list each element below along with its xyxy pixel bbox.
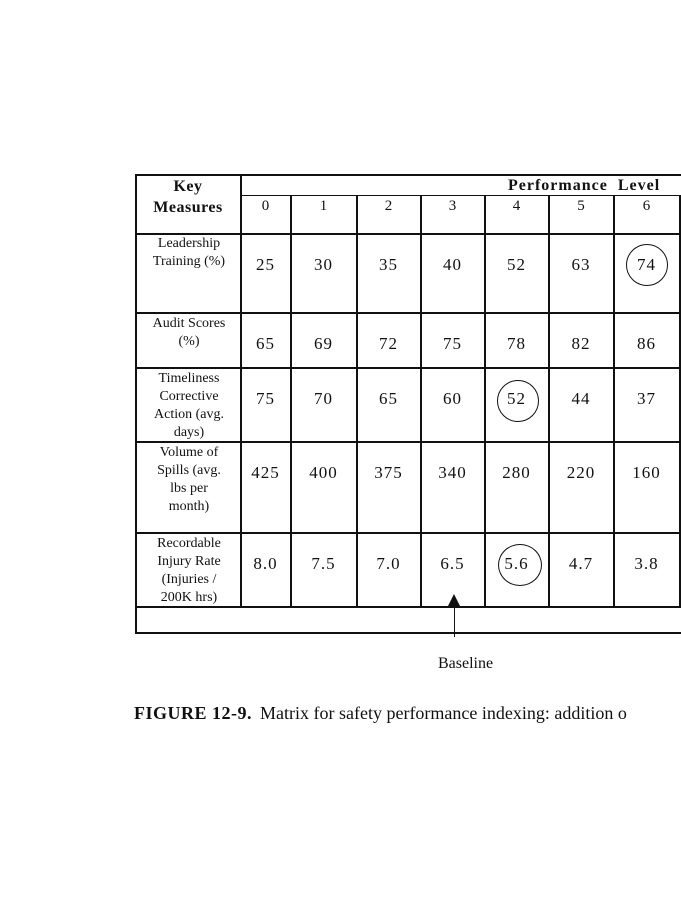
matrix-value: 8.0 (253, 554, 278, 573)
matrix-value: 7.0 (376, 554, 401, 573)
baseline-label: Baseline (438, 655, 494, 672)
matrix-value: 60 (443, 389, 462, 408)
row-label-recordable-injury-rate (137, 535, 241, 607)
row-label-line: lbs per (170, 481, 208, 496)
row-label-line: Recordable (157, 536, 221, 551)
matrix-value: 4.7 (568, 554, 594, 573)
level-number: 4 (512, 198, 521, 214)
level-number: 1 (319, 198, 328, 214)
matrix-value: 25 (256, 255, 275, 274)
matrix-value: 65 (256, 334, 275, 353)
matrix-value: 74 (637, 255, 656, 274)
row-label-line: 200K hrs) (160, 590, 218, 605)
current-level-circle (626, 244, 668, 286)
row-label-line: Spills (avg. (157, 463, 221, 478)
matrix-value: 40 (443, 255, 462, 274)
matrix-value: 425 (251, 463, 280, 482)
performance-level-header: Performance Level (508, 177, 661, 194)
matrix-value: 6.5 (440, 554, 465, 573)
matrix-value: 75 (443, 334, 462, 353)
figure-caption (134, 703, 627, 724)
current-level-circle (498, 544, 542, 586)
row-label-line: (%) (178, 334, 200, 349)
row-label-line: Injury Rate (157, 554, 221, 569)
matrix-value: 52 (507, 389, 526, 408)
row-label-line: Audit Scores (152, 316, 226, 331)
figure-caption-text: Matrix for safety performance indexing: addition o (260, 703, 627, 723)
row-label-line: (Injuries / (161, 572, 217, 587)
matrix-bottom-border (135, 632, 681, 634)
matrix-value: 44 (571, 389, 591, 408)
level-number: 0 (261, 198, 270, 214)
matrix-value: 3.8 (634, 554, 659, 573)
matrix-value: 78 (507, 334, 526, 353)
key-measures-header-line2: Measures (153, 199, 223, 216)
perf-header-divider (241, 195, 681, 196)
current-level-circle (497, 380, 539, 422)
row-label-volume-of-spills (137, 444, 241, 516)
matrix-value: 82 (571, 334, 591, 353)
safety-performance-matrix (135, 174, 681, 634)
level-number: 5 (577, 198, 585, 214)
matrix-value: 70 (314, 389, 333, 408)
matrix-value: 72 (379, 334, 398, 353)
row-label-line: Volume of (159, 445, 219, 460)
row-label-leadership-training (137, 235, 241, 271)
row-label-line: Action (avg. (154, 407, 224, 422)
matrix-value: 340 (438, 463, 467, 482)
key-measures-header (135, 176, 241, 218)
matrix-value: 35 (379, 255, 398, 274)
key-measures-header-line1: Key (173, 178, 203, 195)
matrix-value: 30 (314, 255, 333, 274)
row-label-line: month) (168, 499, 210, 514)
row2-bottom-border (135, 367, 681, 369)
row4-bottom-border (135, 532, 681, 534)
row-label-timeliness-corrective-action (137, 370, 241, 442)
baseline-arrow-shaft (454, 606, 455, 637)
row-label-line: Training (%) (152, 254, 226, 269)
level-number: 3 (448, 198, 457, 214)
col-divider-7 (679, 195, 681, 607)
matrix-value: 65 (379, 389, 398, 408)
row1-bottom-border (135, 312, 681, 314)
figure-number: FIGURE 12-9. (134, 703, 252, 723)
row-label-line: days) (173, 425, 205, 440)
matrix-value: 160 (632, 463, 661, 482)
matrix-value: 7.5 (311, 554, 336, 573)
level-number: 6 (642, 198, 651, 214)
matrix-value: 280 (502, 463, 531, 482)
matrix-value: 37 (637, 389, 656, 408)
matrix-value: 220 (566, 463, 596, 482)
row-label-audit-scores (137, 315, 241, 351)
matrix-value: 5.6 (504, 554, 529, 573)
matrix-value: 400 (309, 463, 338, 482)
matrix-value: 63 (571, 255, 591, 274)
row-label-line: Timeliness (158, 371, 220, 386)
matrix-value: 69 (314, 334, 333, 353)
level-number: 2 (384, 198, 393, 214)
matrix-value: 75 (256, 389, 275, 408)
matrix-value: 52 (507, 255, 526, 274)
matrix-value: 86 (637, 334, 656, 353)
row-label-line: Leadership (157, 236, 221, 251)
row-label-line: Corrective (159, 389, 219, 404)
matrix-value: 375 (374, 463, 403, 482)
